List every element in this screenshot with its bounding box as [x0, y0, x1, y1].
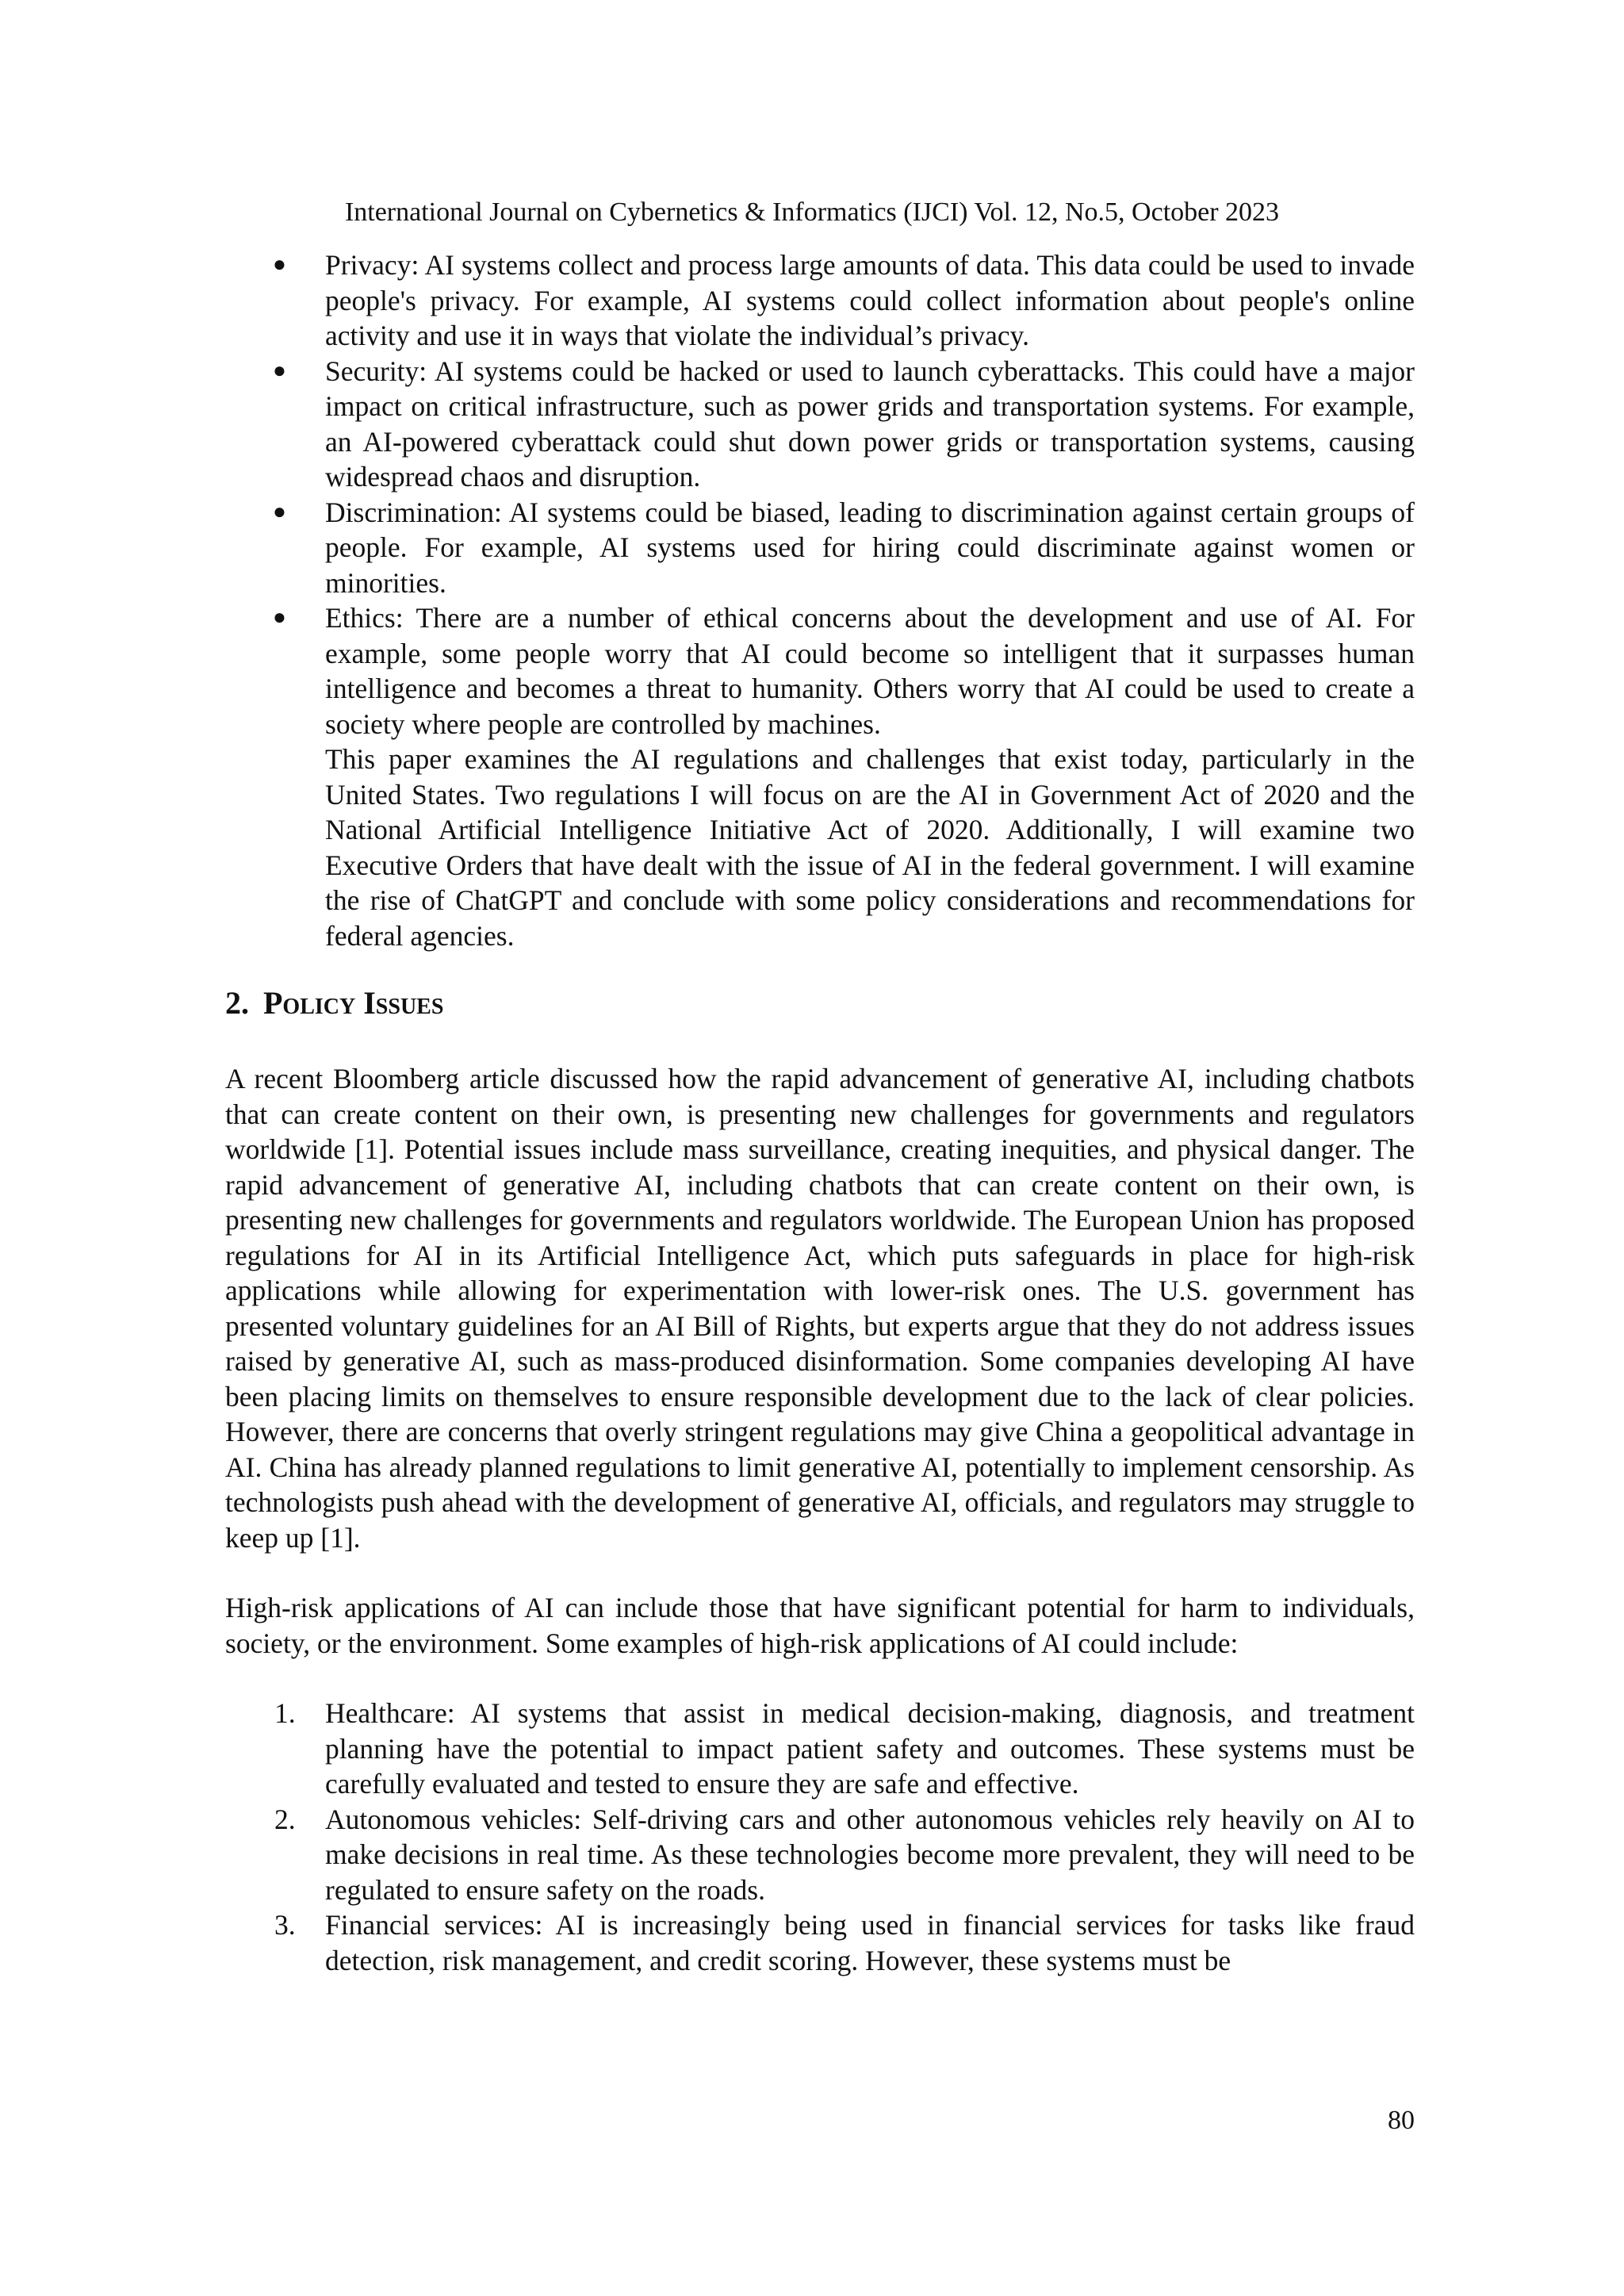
bullet-marker: ● — [273, 358, 286, 383]
policy-issues-section — [225, 983, 1415, 1978]
numbered-text: Healthcare: AI systems that assist in medical decision-making, diagnosis, and treatment planning have the potential to impact patient safety and outcomes. These systems must be carefully evaluated and tested to ensure they are safe and effective. — [325, 1697, 1415, 1800]
bullet-item-ethics — [225, 600, 1415, 742]
bullet-marker: ● — [273, 252, 286, 277]
bullet-item-privacy — [225, 247, 1415, 354]
bullet-marker: ● — [273, 605, 286, 630]
section-title: Policy Issues — [263, 985, 444, 1021]
bullet-item-discrimination — [225, 495, 1415, 601]
running-header: International Journal on Cybernetics & Informatics (IJCI) Vol. 12, No.5, October 2023 — [344, 197, 1280, 227]
bullet-text: Discrimination: AI systems could be biased, leading to discrimination against certain groups of people. For example, AI systems used for hiring could discriminate against women or minorities. — [325, 496, 1415, 599]
numbered-text: Autonomous vehicles: Self-driving cars and other autonomous vehicles rely heavily on AI to make decisions in real time. As these technologies become more prevalent, they will need to be regulated to ensure safety on the roads. — [325, 1803, 1415, 1906]
numbered-marker: 2. — [274, 1803, 296, 1835]
bullet-text: Ethics: There are a number of ethical concerns about the development and use of AI. For example, some people worry that AI could become so intelligent that it surpasses human intelligence and becomes a threat to humanity. Others worry that AI could be used to create a society where people are controlled by machines. — [325, 602, 1415, 740]
bullet-list — [225, 247, 1415, 742]
numbered-list — [225, 1696, 1415, 1978]
numbered-text: Financial services: AI is increasingly being used in financial services for tasks like fraud detection, risk management, and credit scoring. However, these systems must be — [325, 1909, 1415, 1976]
numbered-item-financial-services — [225, 1907, 1415, 1978]
intro-paragraph: This paper examines the AI regulations and challenges that exist today, particularly in the United States. Two regulations I will focus on are the AI in Government Act of 2020 and the National Artificial Intelligence Initiative Act of 2020. Additionally, I will examine two Executive Orders that have dealt with the issue of AI in the federal government. I will examine the rise of ChatGPT and conclude with some policy considerations and recommendations for federal agencies. — [325, 743, 1415, 952]
body-paragraph: High-risk applications of AI can include those that have significant potential for harm to individuals, society, or the environment. Some examples of high-risk applications of AI could include: — [225, 1592, 1415, 1659]
numbered-marker: 3. — [274, 1909, 296, 1941]
body-paragraph: A recent Bloomberg article discussed how the rapid advancement of generative AI, including chatbots that can create content on their own, is presenting new challenges for governments and regulators worldwide [1]. Potential issues include mass surveillance, creating inequities, and physical danger. The rapid advancement of generative AI, including chatbots that can create content on their own, is presenting new challenges for governments and regulators worldwide. The European Union has proposed regulations for AI in its Artificial Intelligence Act, which puts safeguards in place for high-risk applications while allowing for experimentation with lower-risk ones. The U.S. government has presented voluntary guidelines for an AI Bill of Rights, but experts argue that they do not address issues raised by generative AI, such as mass-produced disinformation. Some companies developing AI have been placing limits on themselves to ensure responsible development due to the lack of clear policies. However, there are concerns that overly stringent regulations may give China a geopolitical advantage in AI. China has already planned regulations to limit generative AI, potentially to implement censorship. As technologists push ahead with the development of generative AI, officials, and regulators may struggle to keep up [1]. — [225, 1063, 1415, 1554]
section-heading — [225, 983, 1415, 1023]
bullet-marker: ● — [273, 499, 286, 524]
section-number: 2. — [225, 985, 249, 1021]
bullet-item-security — [225, 354, 1415, 495]
page-number: 80 — [1388, 2106, 1415, 2135]
numbered-marker: 1. — [274, 1697, 296, 1729]
bullet-text: Privacy: AI systems collect and process large amounts of data. This data could be used to invade people's privacy. For example, AI systems could collect information about people's online activity and use it in ways that violate the individual’s privacy. — [325, 249, 1415, 351]
numbered-item-autonomous-vehicles — [225, 1802, 1415, 1908]
numbered-item-healthcare — [225, 1696, 1415, 1802]
bullet-section — [225, 247, 1415, 953]
bullet-text: Security: AI systems could be hacked or used to launch cyberattacks. This could have a major impact on critical infrastructure, such as power grids and transportation systems. For example, an AI-powered cyberattack could shut down power grids or transportation systems, causing widespread chaos and disruption. — [325, 355, 1415, 493]
